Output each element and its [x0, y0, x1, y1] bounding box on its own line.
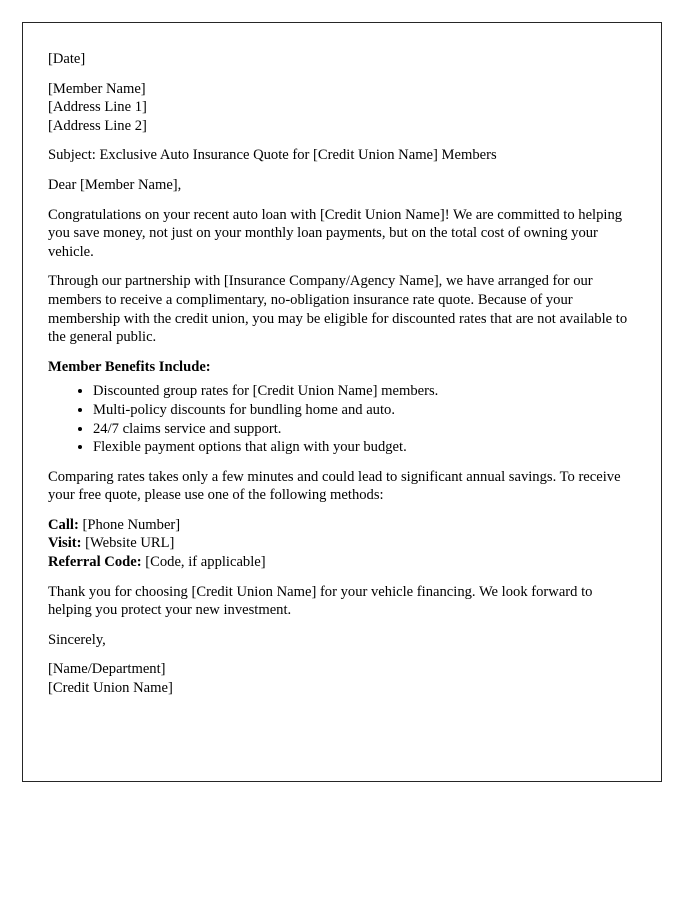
signature-block	[48, 660, 635, 697]
call-to-action-paragraph: Comparing rates takes only a few minutes and could lead to significant annual savings. To receive your free quote, please use one of the following methods:	[48, 468, 621, 504]
closing-paragraph: Thank you for choosing [Credit Union Name] for your vehicle financing. We look forward to helping you protect your new investment.	[48, 583, 593, 619]
contact-value: [Website URL]	[85, 535, 175, 552]
signature-line: [Credit Union Name]	[48, 680, 173, 697]
contact-label: Referral Code:	[48, 554, 142, 571]
salutation: Dear [Member Name],	[48, 176, 182, 193]
list-item: • Discounted group rates for [Credit Union Name] members.	[93, 382, 635, 401]
valediction: Sincerely,	[48, 631, 106, 648]
contact-method-call	[48, 516, 635, 535]
address-line: [Address Line 1]	[48, 99, 147, 116]
contact-method-referral-code	[48, 553, 635, 572]
date-line: [Date]	[48, 51, 86, 67]
contact-method-visit	[48, 534, 635, 553]
contact-methods-block	[48, 516, 635, 572]
address-line: [Address Line 2]	[48, 117, 147, 134]
list-item: • 24/7 claims service and support.	[93, 420, 635, 439]
contact-label: Call:	[48, 516, 79, 533]
benefits-list	[48, 382, 635, 456]
contact-label: Visit:	[48, 535, 82, 552]
letter-page-border	[22, 22, 662, 782]
signature-line: [Name/Department]	[48, 661, 166, 678]
contact-value: [Code, if applicable]	[145, 554, 266, 571]
address-line: [Member Name]	[48, 80, 146, 97]
benefits-heading: Member Benefits Include:	[48, 358, 211, 375]
letter-content	[23, 23, 661, 698]
body-paragraph: Through our partnership with [Insurance Company/Agency Name], we have arranged for our members to receive a complimentary, no-obligation insurance rate quote. Because of your membership with the credit union, you may be eligible for discounted rates that are not available to the general public.	[48, 273, 628, 346]
body-paragraph: Congratulations on your recent auto loan with [Credit Union Name]! We are committed to helping you save money, not just on your monthly loan payments, but on the total cost of owning your vehicle.	[48, 206, 623, 260]
list-item: • Flexible payment options that align with your budget.	[93, 438, 635, 457]
list-item: • Multi-policy discounts for bundling home and auto.	[93, 401, 635, 420]
contact-value: [Phone Number]	[82, 516, 181, 533]
subject-line: Subject: Exclusive Auto Insurance Quote for [Credit Union Name] Members	[48, 147, 497, 164]
recipient-address-block	[48, 80, 635, 136]
